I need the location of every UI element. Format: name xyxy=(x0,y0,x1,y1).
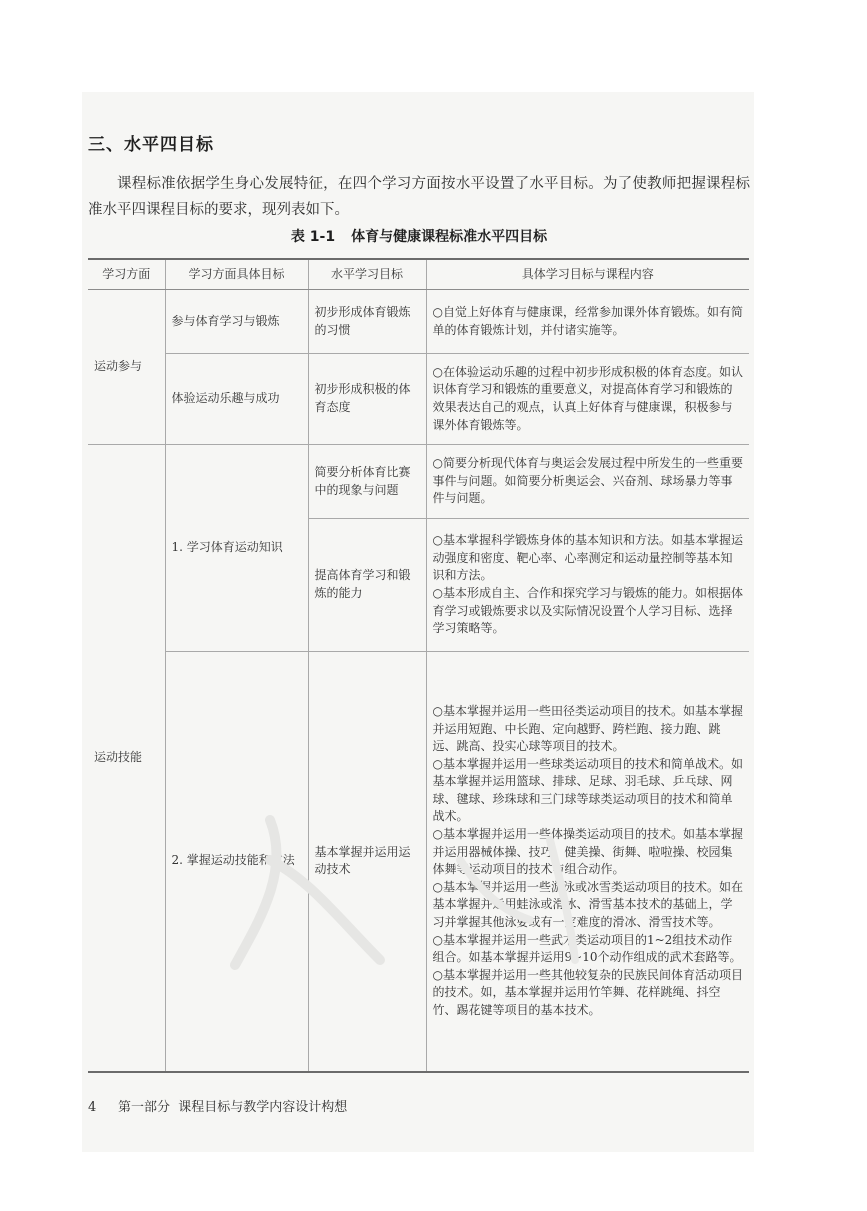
table-title: 体育与健康课程标准水平四目标 xyxy=(351,229,548,245)
content-cell xyxy=(426,652,749,1072)
aspect-cell: 运动参与 xyxy=(88,290,165,445)
section-heading: 三、水平四目标 xyxy=(88,135,214,155)
content-item: ○基本掌握并运用一些体操类运动项目的技术。如基本掌握并运用器械体操、技巧、健美操、街舞、啦啦操、校园集体舞等运动项目的技术与组合动作。 xyxy=(432,827,743,877)
content-item: ○基本掌握科学锻炼身体的基本知识和方法。如基本掌握运动强度和密度、靶心率、心率测定和运动量控制等基本知识和方法。 xyxy=(432,533,743,583)
table-number: 表 1-1 xyxy=(290,229,336,245)
goal-cell: 2. 掌握运动技能和方法 xyxy=(165,652,308,1072)
content-item: ○基本掌握并运用一些其他较复杂的民族民间体育活动项目的技术。如，基本掌握并运用竹竿舞、花样跳绳、抖空竹、踢花键等项目的基本技术。 xyxy=(432,967,743,1017)
objective-cell: 初步形成积极的体育态度 xyxy=(308,354,426,445)
content-item: ○基本形成自主、合作和探究学习与锻炼的能力。如根据体育学习或锻炼要求以及实际情况设置个人学习目标、选择学习策略等。 xyxy=(432,586,743,636)
content-cell xyxy=(426,354,749,445)
page-number: 4 xyxy=(88,1100,97,1115)
goals-table xyxy=(88,258,749,1073)
objective-cell: 提高体育学习和锻炼的能力 xyxy=(308,519,426,652)
header-content: 具体学习目标与课程内容 xyxy=(426,259,749,290)
objective-cell: 简要分析体育比赛中的现象与问题 xyxy=(308,445,426,519)
table-row xyxy=(88,445,749,519)
content-item: ○基本掌握并运用一些游泳或冰雪类运动项目的技术。如在基本掌握并运用蛙泳或滑冰、滑雪基本技术的基础上，学习并掌握其他泳姿或有一定难度的滑冰、滑雪技术等。 xyxy=(432,879,743,930)
content-item: ○基本掌握并运用一些武术类运动项目的1~2组技术动作组合。如基本掌握并运用9~10个动作组成的武术套路等。 xyxy=(432,932,742,965)
aspect-cell: 运动技能 xyxy=(88,445,165,1072)
objective-cell: 基本掌握并运用运动技术 xyxy=(308,652,426,1072)
content-item: ○自觉上好体育与健康课，经常参加课外体育锻炼。如有简单的体育锻炼计划，并付诸实施等。 xyxy=(432,304,743,337)
part-label: 第一部分 xyxy=(118,1100,171,1115)
header-level-objective: 水平学习目标 xyxy=(308,259,426,290)
content-item: ○基本掌握并运用一些田径类运动项目的技术。如基本掌握并运用短跑、中长跑、定向越野、跨栏跑、接力跑、跳远、跳高、投实心球等项目的技术。 xyxy=(432,703,743,754)
table-row xyxy=(88,354,749,445)
header-specific-goal: 学习方面具体目标 xyxy=(165,259,308,290)
goal-cell: 体验运动乐趣与成功 xyxy=(165,354,308,445)
content-cell xyxy=(426,290,749,354)
header-aspect: 学习方面 xyxy=(88,259,165,290)
page-footer xyxy=(88,1096,347,1115)
content-item: ○在体验运动乐趣的过程中初步形成积极的体育态度。如认识体育学习和锻炼的重要意义，对提高体育学习和锻炼的效果表达自己的观点，认真上好体育与健康课，积极参与课外体育锻炼等。 xyxy=(432,364,743,432)
intro-paragraph: 课程标准依据学生身心发展特征，在四个学习方面按水平设置了水平目标。为了使教师把握课程标准水平四课程目标的要求，现列表如下。 xyxy=(88,176,750,218)
intro-text xyxy=(88,171,750,223)
goal-cell: 参与体育学习与锻炼 xyxy=(165,290,308,354)
table-header-row xyxy=(88,259,749,290)
table-row xyxy=(88,652,749,1072)
content-item: ○简要分析现代体育与奥运会发展过程中所发生的一些重要事件与问题。如简要分析奥运会、兴奋剂、球场暴力等事件与问题。 xyxy=(432,456,743,506)
content-item: ○基本掌握并运用一些球类运动项目的技术和简单战术。如基本掌握并运用篮球、排球、足球、羽毛球、乒乓球、网球、毽球、珍珠球和三门球等球类运动项目的技术和简单战术。 xyxy=(432,756,743,824)
table-caption xyxy=(88,226,750,246)
part-title: 课程目标与教学内容设计构想 xyxy=(178,1100,348,1115)
goal-cell: 1. 学习体育运动知识 xyxy=(165,445,308,652)
content-cell xyxy=(426,445,749,519)
objective-cell: 初步形成体育锻炼的习惯 xyxy=(308,290,426,354)
table-row xyxy=(88,290,749,354)
content-cell xyxy=(426,519,749,652)
